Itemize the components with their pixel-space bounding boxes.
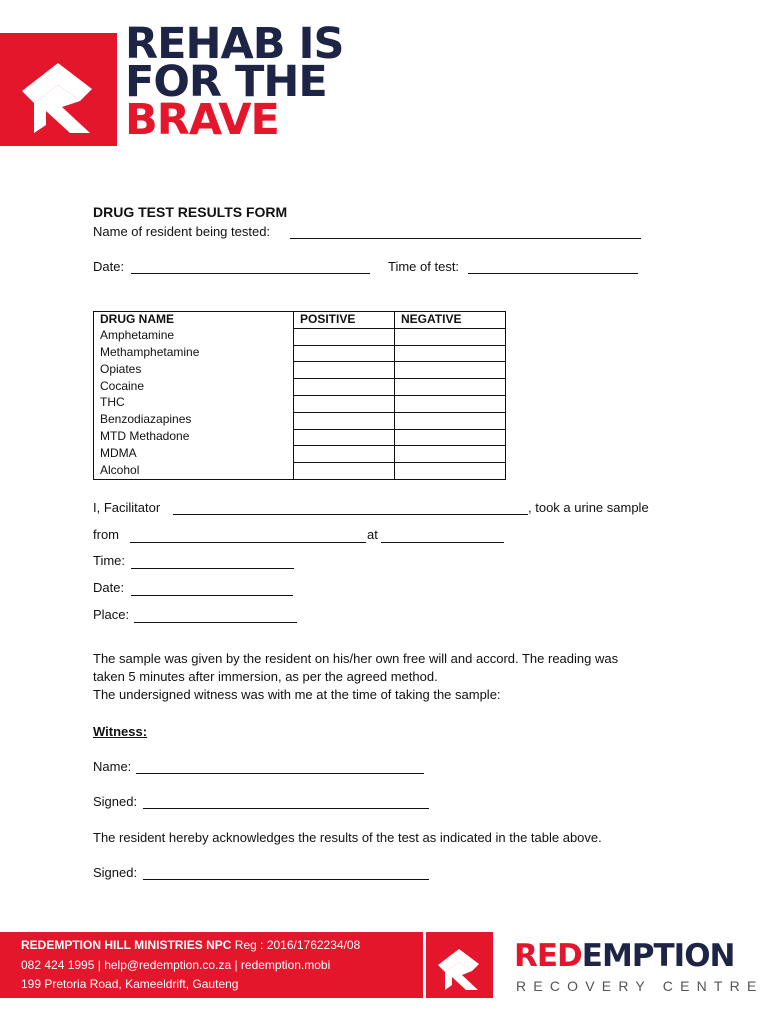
- from-field[interactable]: [130, 541, 366, 543]
- witness-signed-label: Signed:: [93, 794, 138, 809]
- drug-name-cell: MTD Methadone: [94, 429, 294, 446]
- facilitator-label: I, Facilitator: [93, 500, 161, 515]
- header-drug-name: DRUG NAME: [94, 312, 294, 329]
- positive-cell[interactable]: [294, 395, 395, 412]
- resident-signed-label: Signed:: [93, 865, 138, 880]
- footer-logo-mark: [426, 932, 493, 998]
- negative-cell[interactable]: [395, 362, 506, 379]
- place-label: Place:: [93, 607, 130, 622]
- tagline-line-1: REHAB IS: [125, 19, 344, 69]
- resident-name-field[interactable]: [290, 237, 641, 239]
- footer-address: 199 Pretoria Road, Kameeldrift, Gauteng: [21, 977, 239, 991]
- negative-cell[interactable]: [395, 412, 506, 429]
- statement-line-2: taken 5 minutes after immersion, as per the agreed method.: [93, 669, 438, 684]
- positive-cell[interactable]: [294, 429, 395, 446]
- at-field[interactable]: [381, 541, 504, 543]
- witness-signature-field[interactable]: [143, 807, 429, 809]
- negative-cell[interactable]: [395, 379, 506, 396]
- footer-bar: [0, 932, 423, 998]
- facilitator-field[interactable]: [173, 513, 528, 515]
- brand-red-part: RED: [514, 938, 582, 974]
- witness-name-field[interactable]: [136, 772, 424, 774]
- table-row: [94, 379, 506, 396]
- time-label: Time:: [93, 553, 126, 568]
- drug-name-cell: Benzodiazapines: [94, 412, 294, 429]
- statement-line-3: The undersigned witness was with me at the time of taking the sample:: [93, 687, 501, 702]
- drug-name-cell: Amphetamine: [94, 328, 294, 345]
- table-row: [94, 362, 506, 379]
- drug-name-cell: Methamphetamine: [94, 345, 294, 362]
- date-label: Date:: [93, 259, 125, 274]
- negative-cell[interactable]: [395, 463, 506, 480]
- brand-navy-part: EMPTION: [581, 938, 735, 974]
- negative-cell[interactable]: [395, 395, 506, 412]
- drug-name-cell: Cocaine: [94, 379, 294, 396]
- positive-cell[interactable]: [294, 328, 395, 345]
- positive-cell[interactable]: [294, 463, 395, 480]
- positive-cell[interactable]: [294, 362, 395, 379]
- date-field[interactable]: [131, 272, 370, 274]
- date2-field[interactable]: [131, 594, 293, 596]
- header-positive: POSITIVE: [294, 312, 395, 329]
- footer-reg: Reg : 2016/1762234/08: [231, 938, 361, 952]
- header-negative: NEGATIVE: [395, 312, 506, 329]
- acknowledge-text: The resident hereby acknowledges the results of the test as indicated in the table above.: [93, 830, 602, 845]
- drug-name-cell: MDMA: [94, 446, 294, 463]
- positive-cell[interactable]: [294, 379, 395, 396]
- table-row: [94, 463, 506, 480]
- time-of-test-field[interactable]: [468, 272, 638, 274]
- drug-name-cell: Alcohol: [94, 463, 294, 480]
- negative-cell[interactable]: [395, 328, 506, 345]
- from-label: from: [93, 527, 119, 542]
- positive-cell[interactable]: [294, 412, 395, 429]
- footer-org-name: REDEMPTION HILL MINISTRIES NPC: [21, 938, 232, 952]
- statement-line-1: The sample was given by the resident on his/her own free will and accord. The reading was: [93, 651, 619, 666]
- time-field[interactable]: [131, 567, 294, 569]
- brand-subtitle: RECOVERY CENTRE: [516, 978, 764, 994]
- table-row: [94, 429, 506, 446]
- positive-cell[interactable]: [294, 446, 395, 463]
- drug-name-cell: Opiates: [94, 362, 294, 379]
- r-logo-icon: [426, 932, 493, 998]
- witness-name-label: Name:: [93, 759, 132, 774]
- negative-cell[interactable]: [395, 446, 506, 463]
- sample-suffix: , took a urine sample: [528, 500, 649, 515]
- resident-label: Name of resident being tested:: [93, 224, 271, 239]
- tagline: [125, 19, 344, 145]
- witness-heading: Witness:: [93, 724, 148, 739]
- tagline-line-2: FOR THE: [125, 57, 327, 107]
- at-label: at: [367, 527, 378, 542]
- drug-results-table: [93, 311, 506, 480]
- table-row: [94, 328, 506, 345]
- time-of-test-label: Time of test:: [388, 259, 460, 274]
- form-title: DRUG TEST RESULTS FORM: [93, 204, 288, 220]
- resident-signature-field[interactable]: [143, 878, 429, 880]
- table-row: [94, 446, 506, 463]
- drug-name-cell: THC: [94, 395, 294, 412]
- redemption-brand: [514, 938, 735, 974]
- footer-contact: 082 424 1995 | help@redemption.co.za | redemption.mobi: [21, 958, 331, 972]
- place-field[interactable]: [134, 621, 297, 623]
- footer-org-line: [21, 938, 360, 952]
- table-header-row: [94, 312, 506, 329]
- tagline-line-3: BRAVE: [125, 95, 279, 145]
- r-logo-icon: [0, 33, 117, 146]
- table-row: [94, 345, 506, 362]
- table-row: [94, 412, 506, 429]
- positive-cell[interactable]: [294, 345, 395, 362]
- negative-cell[interactable]: [395, 345, 506, 362]
- table-row: [94, 395, 506, 412]
- date2-label: Date:: [93, 580, 125, 595]
- negative-cell[interactable]: [395, 429, 506, 446]
- logo-mark: [0, 33, 117, 146]
